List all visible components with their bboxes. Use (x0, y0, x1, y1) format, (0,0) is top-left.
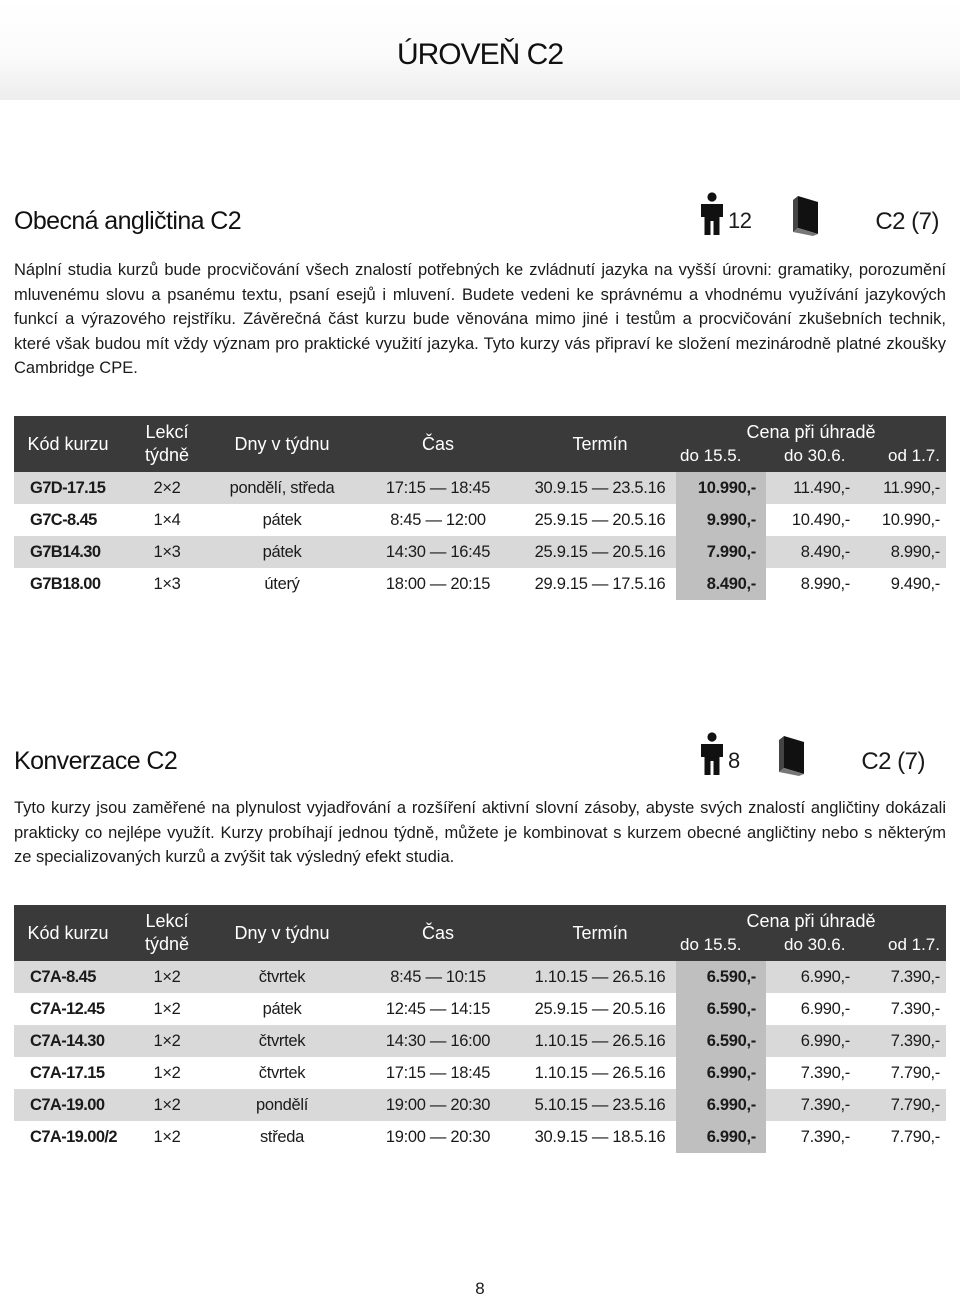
level-label: C2 (7) (861, 748, 925, 775)
section-description: Tyto kurzy jsou zaměřené na plynulost vyjadřování a rozšíření aktivní slovní zásoby, abyste svých znalostí angličtiny dokázali prakticky co nejlépe využít. Kurzy probíhají jednou týdně, můžete je kombinovat s kurzem obecné angličtiny nebo s některým ze specializovaných kurzů a zvýšit tak výsledný efekt studia. (14, 799, 946, 866)
lessons-count: 12 (728, 208, 752, 233)
header-lessons: Lekcí týdně (122, 416, 212, 472)
header-price-1: do 15.5. (680, 935, 742, 954)
header-days: Dny v týdnu (212, 416, 352, 472)
header-code: Kód kurzu (14, 905, 122, 961)
header-price: Cena při úhradě do 15.5. do 30.6. od 1.7. (676, 416, 946, 472)
section-header-conversation (14, 730, 939, 780)
table-row: G7B18.00 1×3 úterý 18:00 — 20:15 29.9.15 — 17.5.16 8.490,- 8.990,- 9.490,- (14, 568, 946, 600)
header-price: Cena při úhradě do 15.5. do 30.6. od 1.7. (676, 905, 946, 961)
header-term: Termín (524, 905, 676, 961)
table-row: C7A-17.15 1×2 čtvrtek 17:15 — 18:45 1.10.15 — 26.5.16 6.990,- 7.390,- 7.790,- (14, 1057, 946, 1089)
header-price-1: do 15.5. (680, 446, 742, 465)
table-row: C7A-19.00/2 1×2 středa 19:00 — 20:30 30.9.15 — 18.5.16 6.990,- 7.390,- 7.790,- (14, 1121, 946, 1153)
section-description: Náplní studia kurzů bude procvičování všech znalostí potřebných ke zvládnutí jazyka na vyšší úrovni: gramatiky, porozumění mluvenému slovu a psanému textu, psaní esejů i mluvení. Budete vedeni ke správnému a vhodnému využívání jazykových funkcí a výrazového rejstříku. Závěrečná část kurzu bude věnována mimo jiné i testům a procvičování zkušebních technik, které však budou mít vždy význam pro praktické využití jazyka. Tyto kurzy vás připraví ke složení mezinárodně platné zkoušky Cambridge CPE. (14, 261, 946, 377)
table-row: C7A-12.45 1×2 pátek 12:45 — 14:15 25.9.15 — 20.5.16 6.590,- 6.990,- 7.390,- (14, 993, 946, 1025)
section-header-general (14, 190, 939, 240)
course-table-conversation (14, 905, 946, 1153)
book-icon (776, 736, 806, 776)
table-row: C7A-19.00 1×2 pondělí 19:00 — 20:30 5.10.15 — 23.5.16 6.990,- 7.390,- 7.790,- (14, 1089, 946, 1121)
course-table-general (14, 416, 946, 600)
lessons-count: 8 (728, 748, 740, 773)
header-term: Termín (524, 416, 676, 472)
header-time: Čas (352, 416, 524, 472)
table-row: G7C-8.45 1×4 pátek 8:45 — 12:00 25.9.15 — 20.5.16 9.990,- 10.490,- 10.990,- (14, 504, 946, 536)
header-code: Kód kurzu (14, 416, 122, 472)
section-title: Konverzace C2 (14, 747, 178, 775)
section-title: Obecná angličtina C2 (14, 207, 242, 235)
page-title: ÚROVEŇ C2 (396, 38, 564, 71)
table-row: G7B14.30 1×3 pátek 14:30 — 16:45 25.9.15 — 20.5.16 7.990,- 8.490,- 8.990,- (14, 536, 946, 568)
person-icon (697, 732, 727, 776)
header-price-2: do 30.6. (784, 935, 846, 954)
table-header (14, 416, 946, 472)
level-label: C2 (7) (875, 208, 939, 235)
table-row: C7A-14.30 1×2 čtvrtek 14:30 — 16:00 1.10.15 — 26.5.16 6.590,- 6.990,- 7.390,- (14, 1025, 946, 1057)
table-row: G7D-17.15 2×2 pondělí, středa 17:15 — 18:45 30.9.15 — 23.5.16 10.990,- 11.490,- 11.990,- (14, 472, 946, 504)
table-header (14, 905, 946, 961)
header-price-2: do 30.6. (784, 446, 846, 465)
header-lessons: Lekcí týdně (122, 905, 212, 961)
person-icon (697, 192, 727, 236)
header-time: Čas (352, 905, 524, 961)
header-price-3: od 1.7. (888, 935, 940, 954)
header-days: Dny v týdnu (212, 905, 352, 961)
header-price-3: od 1.7. (888, 446, 940, 465)
table-row: C7A-8.45 1×2 čtvrtek 8:45 — 10:15 1.10.15 — 26.5.16 6.590,- 6.990,- 7.390,- (14, 961, 946, 993)
page-number: 8 (475, 1279, 485, 1298)
book-icon (790, 196, 820, 236)
